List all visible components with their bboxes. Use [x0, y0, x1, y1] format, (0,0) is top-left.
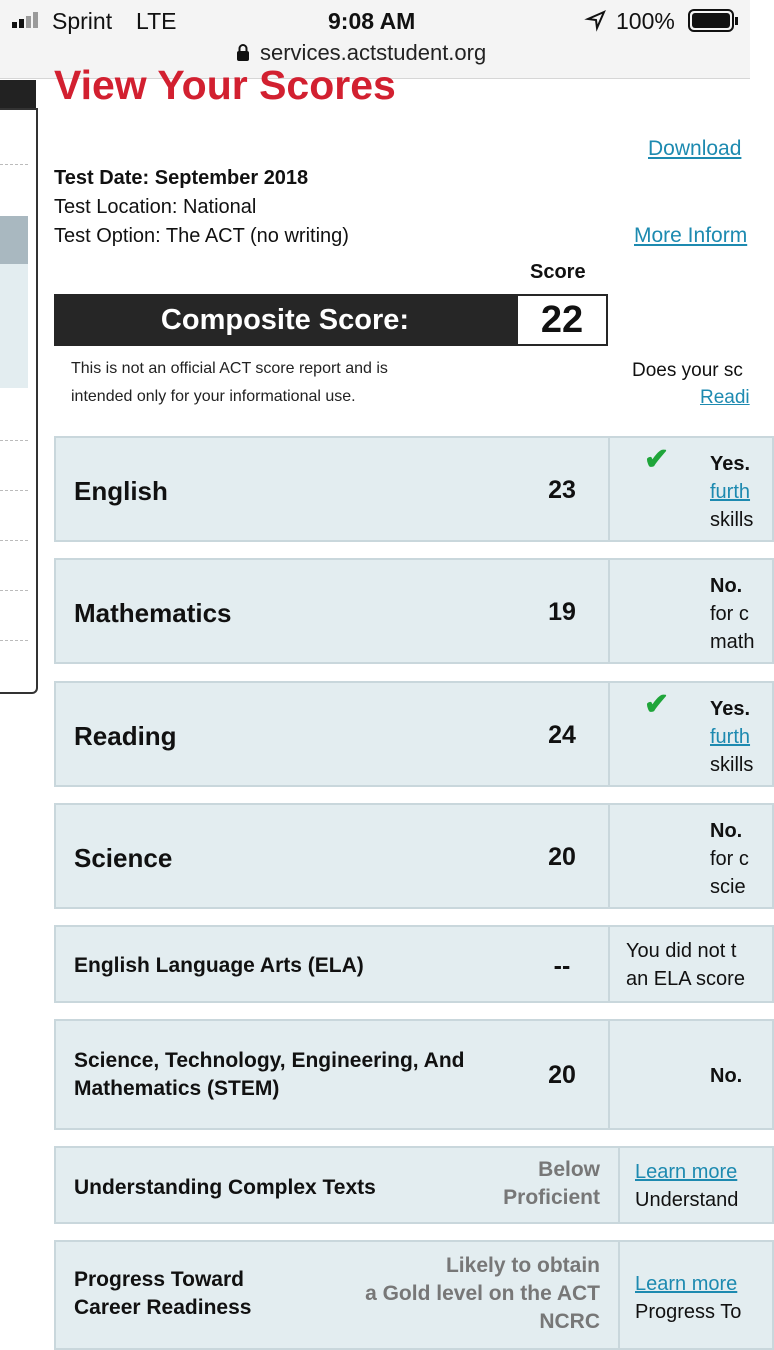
row-career-readiness — [54, 1240, 774, 1350]
ela-note: You did not t — [626, 940, 737, 962]
indicator-note: Progress To — [635, 1301, 742, 1323]
benchmark-status: No. — [710, 1065, 743, 1087]
subject-name: Science — [74, 843, 173, 873]
indicator-name: Progress Toward — [74, 1268, 244, 1291]
composite-score-value: 22 — [516, 294, 608, 346]
benchmark-text: scie — [710, 876, 746, 898]
indicator-level: Proficient — [503, 1186, 600, 1209]
subject-name: Reading — [74, 721, 177, 751]
clock: 9:08 AM — [328, 8, 416, 34]
indicator-level: Likely to obtain — [445, 1254, 600, 1277]
subject-row-stem — [54, 1019, 774, 1130]
ela-note: an ELA score — [626, 968, 745, 990]
subject-score: -- — [553, 952, 571, 980]
subject-score: 19 — [548, 598, 576, 626]
indicator-level: a Gold level on the ACT — [365, 1282, 600, 1305]
checkmark-icon: ✔ — [644, 688, 670, 721]
subject-score: 20 — [548, 843, 576, 871]
readiness-link[interactable]: Readi — [700, 387, 750, 408]
subject-name: Science, Technology, Engineering, And — [74, 1049, 465, 1072]
readiness-question: Does your sc — [632, 360, 743, 381]
benchmark-link[interactable]: furth — [710, 481, 751, 503]
url-bar[interactable]: services.actstudent.org — [260, 40, 487, 65]
indicator-note: Understand — [635, 1189, 739, 1211]
network-label: LTE — [136, 8, 177, 34]
side-menu-row — [0, 490, 28, 491]
subject-row-reading — [54, 681, 774, 787]
side-menu-row — [0, 440, 28, 441]
battery-icon — [688, 8, 740, 39]
download-link[interactable]: Download — [648, 137, 742, 160]
disclaimer-line-1: This is not an official ACT score report and is — [71, 360, 388, 377]
test-option: Test Option: The ACT (no writing) — [54, 225, 349, 247]
indicator-level: Below — [538, 1158, 600, 1181]
column-divider — [608, 438, 610, 540]
subject-score: 20 — [548, 1061, 576, 1089]
column-divider — [608, 927, 610, 1001]
benchmark-text: for c — [710, 603, 749, 625]
column-divider — [608, 560, 610, 662]
subject-score: 23 — [548, 476, 576, 504]
battery-percent: 100% — [616, 8, 675, 34]
score-column-header: Score — [530, 261, 586, 283]
page-title: View Your Scores — [54, 62, 396, 108]
benchmark-status: Yes. — [710, 453, 751, 475]
indicator-level: NCRC — [539, 1310, 600, 1333]
signal-icon — [12, 10, 46, 30]
column-divider — [608, 805, 610, 907]
test-date: Test Date: September 2018 — [54, 167, 309, 189]
subject-row-science — [54, 803, 774, 909]
checkmark-icon: ✔ — [644, 443, 670, 476]
subject-row-mathematics — [54, 558, 774, 664]
side-menu-selected-item[interactable] — [0, 216, 28, 264]
column-divider — [618, 1148, 620, 1222]
benchmark-text: skills — [710, 509, 754, 531]
more-information-link[interactable]: More Inform — [634, 224, 748, 247]
subject-row-ela — [54, 925, 774, 1003]
side-menu-row — [0, 164, 28, 165]
benchmark-text: for c — [710, 848, 749, 870]
subject-name: Mathematics — [74, 598, 232, 628]
learn-more-link[interactable]: Learn more — [635, 1273, 738, 1295]
side-menu-header — [0, 80, 36, 108]
row-understanding-complex-texts — [54, 1146, 774, 1224]
composite-score-label: Composite Score: — [54, 294, 516, 346]
side-menu-row — [0, 540, 28, 541]
subject-name: English — [74, 476, 168, 506]
benchmark-status: No. — [710, 575, 743, 597]
indicator-name: Understanding Complex Texts — [74, 1176, 376, 1199]
location-arrow-icon — [586, 10, 606, 35]
benchmark-status: Yes. — [710, 698, 751, 720]
side-menu-item[interactable] — [0, 264, 28, 388]
column-divider — [618, 1242, 620, 1348]
subject-score: 24 — [548, 721, 576, 749]
benchmark-text: math — [710, 631, 755, 653]
subject-name: Mathematics (STEM) — [74, 1077, 280, 1100]
indicator-name: Career Readiness — [74, 1296, 252, 1319]
benchmark-link[interactable]: furth — [710, 726, 751, 748]
test-location: Test Location: National — [54, 196, 257, 218]
benchmark-text: skills — [710, 754, 754, 776]
side-menu-panel[interactable] — [0, 108, 38, 694]
benchmark-status: No. — [710, 820, 743, 842]
column-divider — [608, 683, 610, 785]
subject-name: English Language Arts (ELA) — [74, 954, 364, 977]
side-menu-row — [0, 590, 28, 591]
side-menu-row — [0, 640, 28, 641]
subject-row-english — [54, 436, 774, 542]
disclaimer-line-2: intended only for your informational use. — [71, 388, 356, 405]
carrier-label: Sprint — [52, 8, 113, 34]
learn-more-link[interactable]: Learn more — [635, 1161, 738, 1183]
column-divider — [608, 1021, 610, 1128]
